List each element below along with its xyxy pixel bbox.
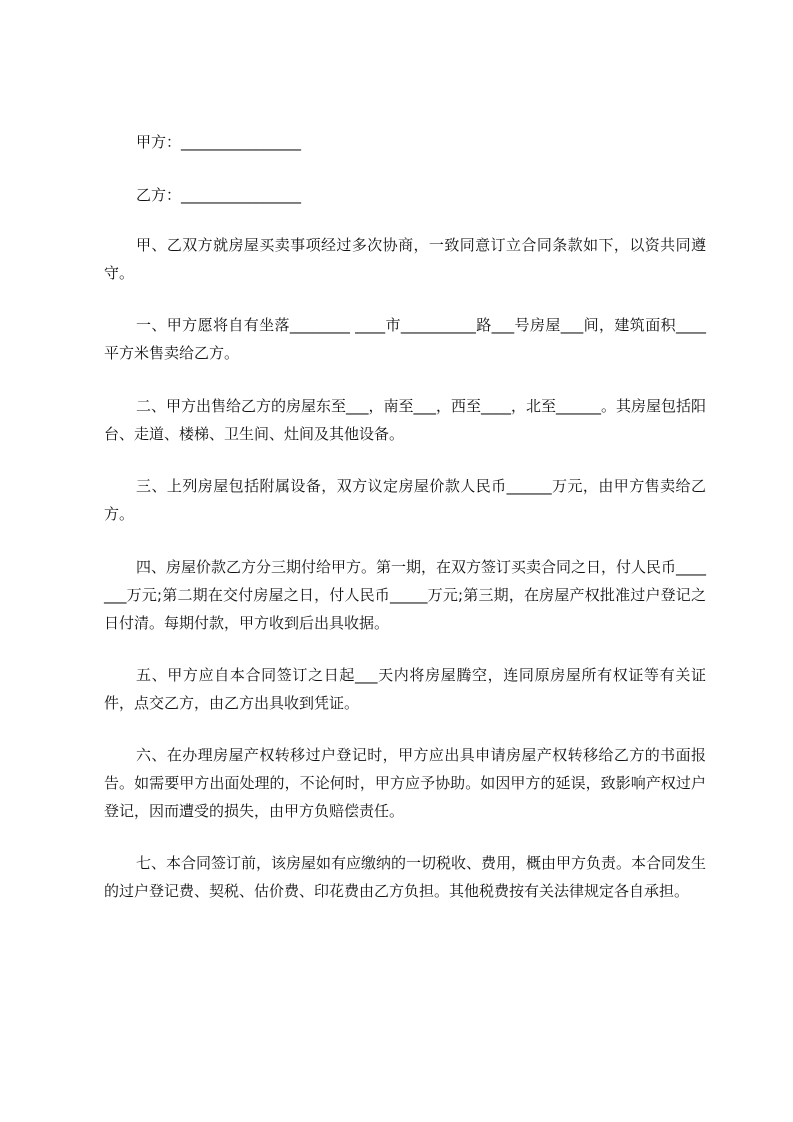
intro-paragraph: 甲、乙双方就房屋买卖事项经过多次协商，一致同意订立合同条款如下，以资共同遵守。 xyxy=(104,236,706,282)
clause-1: 一、甲方愿将自有坐落________ ____市__________路___号房屋___间，建筑面积____平方米售卖给乙方。 xyxy=(104,316,706,362)
clause-4: 四、房屋价款乙方分三期付给甲方。第一期，在双方签订买卖合同之日，付人民币_______万元;第二期在交付房屋之日，付人民币_____万元;第三期，在房屋产权批准过户登记之日付清。每期付款，甲方收到后出具收据。 xyxy=(104,558,707,632)
clause-3: 三、上列房屋包括附属设备，双方议定房屋价款人民币______万元，由甲方售卖给乙方。 xyxy=(104,477,706,523)
clause-6: 六、在办理房屋产权转移过户登记时，甲方应出具申请房屋产权转移给乙方的书面报告。如需要甲方出面处理的，不论何时，甲方应予协助。如因甲方的延误，致影响产权过户登记，因而遭受的损失，由甲方负赔偿责任。 xyxy=(104,746,706,820)
clause-2: 二、甲方出售给乙方的房屋东至___，南至___，西至____，北至______。其房屋包括阳台、走道、楼梯、卫生间、灶间及其他设备。 xyxy=(104,397,707,443)
party-b-line: 乙方：________________ xyxy=(136,186,302,204)
clause-5: 五、甲方应自本合同签订之日起___天内将房屋腾空，连同原房屋所有权证等有关证件，点交乙方，由乙方出具收到凭证。 xyxy=(104,666,706,712)
party-a-line: 甲方：________________ xyxy=(136,133,302,151)
clause-7: 七、本合同签订前，该房屋如有应缴纳的一切税收、费用，概由甲方负责。本合同发生的过户登记费、契税、估价费、印花费由乙方负担。其他税费按有关法律规定各自承担。 xyxy=(104,854,707,900)
